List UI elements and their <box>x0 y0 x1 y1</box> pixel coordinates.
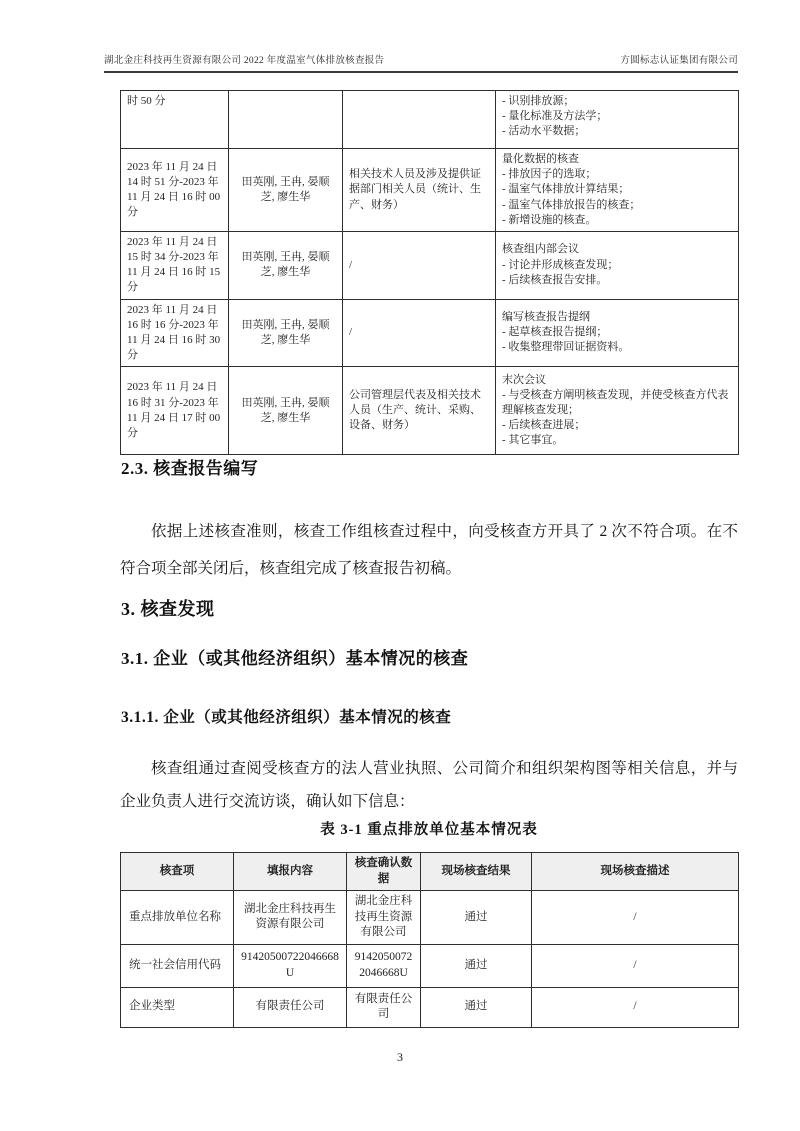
activity-line: - 后续核查进展； <box>502 419 586 432</box>
schedule-row <box>121 367 739 455</box>
activity-line: - 其它事宜。 <box>502 434 564 447</box>
section-heading-3-1: 3.1. 企业（或其他经济组织）基本情况的核查 <box>121 649 469 668</box>
auditors-cell: 田英刚, 王冉, 晏顺芝, 廖生华 <box>229 231 343 299</box>
activity-line: - 与受核查方阐明核查发现，并使受核查方代表理解核查发现； <box>502 388 729 417</box>
auditors-cell <box>229 91 343 149</box>
schedule-row <box>121 299 739 367</box>
section-2-3-paragraph: 依据上述核查准则，核查工作组核查过程中，向受核查方开具了 2 次不符合项。在不符合项全部关闭后，核查组完成了核查报告初稿。 <box>120 523 738 577</box>
interviewees-cell: / <box>343 299 496 367</box>
header-item: 核查项 <box>121 853 234 891</box>
activity-cell <box>496 299 739 367</box>
activity-line: - 量化标准及方法学； <box>502 110 608 123</box>
activity-line: - 活动水平数据； <box>502 125 586 138</box>
basic-info-row <box>121 891 739 945</box>
activity-line: - 讨论并形成核查发现； <box>502 258 619 271</box>
description-cell: / <box>532 944 739 987</box>
time-cell: 2023 年 11 月 24 日 14 时 51 分-2023 年 11 月 24 日 16 时 00 分 <box>121 149 229 232</box>
header-reported: 填报内容 <box>234 853 347 891</box>
section-heading-3-1-1: 3.1.1. 企业（或其他经济组织）基本情况的核查 <box>121 709 452 726</box>
activity-line: - 后续核查报告安排。 <box>502 273 608 286</box>
header-description: 现场核查描述 <box>532 853 739 891</box>
interviewees-cell <box>343 91 496 149</box>
activity-cell <box>496 149 739 232</box>
activity-line: 量化数据的核查 <box>502 153 579 165</box>
item-cell: 企业类型 <box>121 987 234 1027</box>
confirmed-cell: 湖北金庄科技再生资源有限公司 <box>347 891 421 945</box>
activity-line: - 温室气体排放计算结果； <box>502 183 630 196</box>
reported-cell: 湖北金庄科技再生资源有限公司 <box>234 891 347 945</box>
auditors-cell: 田英刚, 王冉, 晏顺芝, 廖生华 <box>229 149 343 232</box>
item-cell: 统一社会信用代码 <box>121 944 234 987</box>
result-cell: 通过 <box>421 944 532 987</box>
item-cell: 重点排放单位名称 <box>121 891 234 945</box>
activity-cell <box>496 367 739 455</box>
activity-line: 核查组内部会议 <box>502 243 579 256</box>
basic-info-row <box>121 944 739 987</box>
interviewees-cell: 相关技术人员及涉及提供证据部门相关人员（统计、生产、财务） <box>343 149 496 232</box>
page-number: 3 <box>397 1050 403 1064</box>
activity-line: 末次会议 <box>502 373 546 386</box>
time-cell: 2023 年 11 月 24 日 16 时 16 分-2023 年 11 月 24 日 16 时 30 分 <box>121 299 229 367</box>
section-heading-2-3: 2.3. 核查报告编写 <box>121 459 259 478</box>
table-3-1-caption: 表 3-1 重点排放单位基本情况表 <box>320 822 538 838</box>
time-cell: 2023 年 11 月 24 日 15 时 34 分-2023 年 11 月 24 日 16 时 15 分 <box>121 231 229 299</box>
activity-line: - 收集整理带回证据资料。 <box>502 341 630 354</box>
reported-cell: 有限责任公司 <box>234 987 347 1027</box>
description-cell: / <box>532 987 739 1027</box>
activity-cell <box>496 231 739 299</box>
activity-line: - 识别排放源； <box>502 95 575 107</box>
page-header <box>104 52 738 73</box>
result-cell: 通过 <box>421 987 532 1027</box>
activity-cell <box>496 91 739 149</box>
section-heading-3: 3. 核查发现 <box>121 599 215 619</box>
reported-cell: 91420500722046668U <box>234 944 347 987</box>
auditors-cell: 田英刚, 王冉, 晏顺芝, 廖生华 <box>229 367 343 455</box>
interviewees-cell: 公司管理层代表及相关技术人员（生产、统计、采购、设备、财务） <box>343 367 496 455</box>
interviewees-cell: / <box>343 231 496 299</box>
time-cell: 时 50 分 <box>121 91 229 149</box>
basic-info-header-row <box>121 853 739 891</box>
section-3-1-1-paragraph: 核查组通过查阅受核查方的法人营业执照、公司简介和组织架构图等相关信息，并与企业负责人进行交流访谈，确认如下信息： <box>120 760 738 810</box>
verification-schedule-table <box>120 90 739 455</box>
schedule-row <box>121 91 739 149</box>
confirmed-cell: 有限责任公司 <box>347 987 421 1027</box>
activity-line: - 起草核查报告提纲； <box>502 326 608 339</box>
header-report-title: 湖北金庄科技再生资源有限公司 2022 年度温室气体排放核查报告 <box>104 56 385 66</box>
confirmed-cell: 91420500722046668U <box>347 944 421 987</box>
schedule-row <box>121 231 739 299</box>
basic-info-table <box>120 852 739 1028</box>
activity-line: - 排放因子的选取； <box>502 168 597 181</box>
activity-line: - 新增设施的核查。 <box>502 213 597 226</box>
header-result: 现场核查结果 <box>421 853 532 891</box>
auditors-cell: 田英刚, 王冉, 晏顺芝, 廖生华 <box>229 299 343 367</box>
description-cell: / <box>532 891 739 945</box>
schedule-row <box>121 149 739 232</box>
activity-line: 编写核查报告提纲 <box>502 311 590 324</box>
time-cell: 2023 年 11 月 24 日 16 时 31 分-2023 年 11 月 24 日 17 时 00 分 <box>121 367 229 455</box>
result-cell: 通过 <box>421 891 532 945</box>
basic-info-row <box>121 987 739 1027</box>
activity-line: - 温室气体排放报告的核查； <box>502 198 641 211</box>
header-certifier-name: 方圆标志认证集团有限公司 <box>620 56 738 66</box>
header-confirmed: 核查确认数据 <box>347 853 421 891</box>
